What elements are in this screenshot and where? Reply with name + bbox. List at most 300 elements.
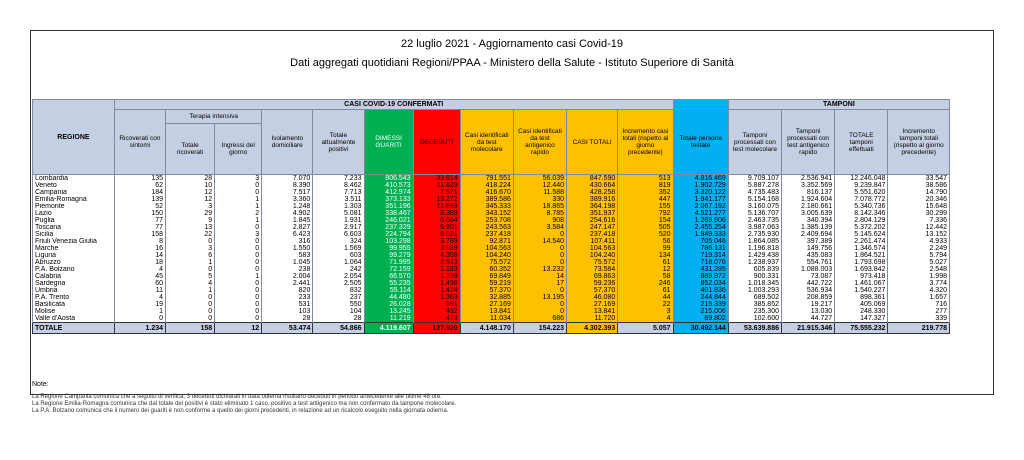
table-cell: 11.588 xyxy=(513,189,566,196)
table-cell: 11.699 xyxy=(413,203,460,210)
table-cell: 13.152 xyxy=(888,231,950,238)
table-cell: 12 xyxy=(166,196,215,203)
table-cell: 246 xyxy=(618,280,673,287)
table-cell: 1.346.574 xyxy=(835,245,888,252)
table-cell: 1.845 xyxy=(262,217,313,224)
table-cell: 900.331 xyxy=(728,273,781,280)
table-cell: 103.298 xyxy=(364,238,413,245)
table-cell: 14.540 xyxy=(513,238,566,245)
table-cell: 1.540.227 xyxy=(835,287,888,294)
table-row xyxy=(33,210,950,217)
table-cell: 149.756 xyxy=(782,245,835,252)
table-cell: 57.370 xyxy=(567,287,618,294)
region-name: Friuli Venezia Giulia xyxy=(33,238,115,245)
table-cell: 324 xyxy=(313,238,364,245)
report-subtitle: Dati aggregati quotidiani Regioni/PPAA - Ministero della Salute - Istituto Superiore di Sanità xyxy=(290,57,734,69)
table-cell: 0 xyxy=(215,280,262,287)
table-cell: 5.145.624 xyxy=(835,231,888,238)
table-cell: 3 xyxy=(166,203,215,210)
table-cell: 1.693.842 xyxy=(835,266,888,273)
table-cell: 0 xyxy=(513,259,566,266)
table-cell: 1.238.937 xyxy=(728,259,781,266)
region-name: Sardegna xyxy=(33,280,115,287)
table-cell: 898.361 xyxy=(835,294,888,301)
col-incremento: Incremento casi totali (rispetto al giorno precedente) xyxy=(618,110,673,175)
group-terapia: Terapia intensiva xyxy=(166,110,262,124)
table-cell: 2.409.694 xyxy=(782,231,835,238)
table-cell: 0 xyxy=(166,315,215,323)
table-cell: 3.352.569 xyxy=(782,182,835,189)
table-cell: 99.279 xyxy=(364,252,413,259)
table-cell: 5 xyxy=(166,273,215,280)
table-cell: 58 xyxy=(618,273,673,280)
table-cell: 908 xyxy=(513,217,566,224)
table-cell: 72.159 xyxy=(364,266,413,273)
table-cell: 2.004 xyxy=(262,273,313,280)
table-cell: 4.816.469 xyxy=(673,175,728,183)
table-cell: 1.864.521 xyxy=(835,252,888,259)
table-cell: 233 xyxy=(262,294,313,301)
table-row xyxy=(33,231,950,238)
table-cell: 237 xyxy=(313,294,364,301)
table-cell: 13.245 xyxy=(364,308,413,315)
table-cell: 7.571 xyxy=(413,189,460,196)
col-ricoverati: Ricoverati con sintomi xyxy=(114,110,165,175)
table-cell: 13.195 xyxy=(513,294,566,301)
table-cell: 60 xyxy=(114,280,165,287)
table-row xyxy=(33,294,950,301)
table-cell: 103 xyxy=(262,308,313,315)
table-cell: 705.046 xyxy=(673,238,728,245)
table-cell: 718.076 xyxy=(673,259,728,266)
table-row xyxy=(33,315,950,323)
table-cell: 62 xyxy=(114,182,165,189)
table-cell: 52 xyxy=(114,203,165,210)
table-row xyxy=(33,308,950,315)
table-cell: 244.844 xyxy=(673,294,728,301)
table-cell: 1.429.438 xyxy=(728,252,781,259)
table-cell: 0 xyxy=(513,301,566,308)
table-cell: 0 xyxy=(215,238,262,245)
table-cell: 513 xyxy=(618,175,673,183)
table-cell: 158 xyxy=(114,231,165,238)
table-cell: 0 xyxy=(513,308,566,315)
region-name: Emilia-Romagna xyxy=(33,196,115,203)
col-isolamento: Isolamento domiciliare xyxy=(262,110,313,175)
table-cell: 416.670 xyxy=(460,189,513,196)
table-cell: 14 xyxy=(513,273,566,280)
total-cell: 127.920 xyxy=(413,323,460,334)
col-antigenico: Casi identificati da test antigenico rapido xyxy=(513,110,566,175)
table-cell: 61 xyxy=(618,259,673,266)
table-cell: 237.418 xyxy=(460,231,513,238)
table-cell: 4.933 xyxy=(888,238,950,245)
report-title: 22 luglio 2021 - Aggiornamento casi Covid-19 xyxy=(401,38,623,50)
table-cell: 339 xyxy=(888,315,950,323)
table-cell: 0 xyxy=(166,301,215,308)
table-cell: 0 xyxy=(215,266,262,273)
total-cell: 21.915.346 xyxy=(782,323,835,334)
table-cell: 973.418 xyxy=(835,273,888,280)
table-cell: 2.827 xyxy=(262,224,313,231)
table-cell: 7.713 xyxy=(313,189,364,196)
table-row xyxy=(33,189,950,196)
table-cell: 237.329 xyxy=(364,224,413,231)
table-cell: 0 xyxy=(166,266,215,273)
table-cell: 338.467 xyxy=(364,210,413,217)
table-cell: 5.027 xyxy=(888,259,950,266)
col-totale-ricoverati: Totale ricoverati xyxy=(166,124,215,175)
table-cell: 104.240 xyxy=(567,252,618,259)
table-cell: 605.839 xyxy=(728,266,781,273)
table-cell: 389.586 xyxy=(460,196,513,203)
region-name: Campania xyxy=(33,189,115,196)
table-cell: 7.336 xyxy=(888,217,950,224)
table-cell: 816.137 xyxy=(782,189,835,196)
table-cell: 1 xyxy=(114,308,165,315)
table-cell: 75.572 xyxy=(460,259,513,266)
table-cell: 184 xyxy=(114,189,165,196)
table-cell: 8.390 xyxy=(262,182,313,189)
table-cell: 431.285 xyxy=(673,266,728,273)
table-cell: 401.836 xyxy=(673,287,728,294)
table-cell: 13.030 xyxy=(782,308,835,315)
table-cell: 792 xyxy=(618,210,673,217)
table-cell: 1.248 xyxy=(262,203,313,210)
table-cell: 13.272 xyxy=(413,196,460,203)
table-cell: 1.003.293 xyxy=(728,287,781,294)
table-cell: 405.069 xyxy=(835,301,888,308)
table-cell: 56.039 xyxy=(513,175,566,183)
table-cell: 13.841 xyxy=(460,308,513,315)
table-cell: 0 xyxy=(513,287,566,294)
table-cell: 364.198 xyxy=(567,203,618,210)
table-cell: 6.603 xyxy=(313,231,364,238)
table-cell: 330 xyxy=(513,196,566,203)
table-cell: 20.346 xyxy=(888,196,950,203)
table-cell: 719.314 xyxy=(673,252,728,259)
table-cell: 473 xyxy=(413,315,460,323)
region-name: Umbria xyxy=(33,287,115,294)
table-cell: 277 xyxy=(888,308,950,315)
table-cell: 69.863 xyxy=(567,273,618,280)
table-cell: 5.154.168 xyxy=(728,196,781,203)
table-cell: 430.664 xyxy=(567,182,618,189)
table-cell: 92.871 xyxy=(460,238,513,245)
table-cell: 5.887.278 xyxy=(728,182,781,189)
table-cell: 15.648 xyxy=(888,203,950,210)
table-cell: 0 xyxy=(166,308,215,315)
table-cell: 104 xyxy=(313,308,364,315)
table-row xyxy=(33,182,950,189)
table-cell: 6.901 xyxy=(413,224,460,231)
table-cell: 428.258 xyxy=(567,189,618,196)
table-cell: 73.087 xyxy=(782,273,835,280)
table-cell: 32.885 xyxy=(460,294,513,301)
table-cell: 412.974 xyxy=(364,189,413,196)
table-cell: 3.987.063 xyxy=(728,224,781,231)
table-cell: 242 xyxy=(313,266,364,273)
table-cell: 1.183 xyxy=(413,266,460,273)
table-cell: 1 xyxy=(215,196,262,203)
table-cell: 102.600 xyxy=(728,315,781,323)
table-cell: 238 xyxy=(262,266,313,273)
table-cell: 1.998 xyxy=(888,273,950,280)
table-cell: 5.081 xyxy=(313,210,364,217)
table-cell: 0 xyxy=(215,308,262,315)
table-cell: 2 xyxy=(215,210,262,217)
table-cell: 1.941.177 xyxy=(673,196,728,203)
table-cell: 107.411 xyxy=(567,238,618,245)
table-cell: 1.239 xyxy=(413,273,460,280)
table-cell: 4 xyxy=(166,280,215,287)
total-cell: 219.778 xyxy=(888,323,950,334)
table-cell: 8.142.346 xyxy=(835,210,888,217)
table-cell: 33.814 xyxy=(413,175,460,183)
table-cell: 235.300 xyxy=(728,308,781,315)
table-cell: 442.722 xyxy=(782,280,835,287)
table-cell: 716 xyxy=(888,301,950,308)
table-cell: 2.505 xyxy=(313,280,364,287)
table-cell: 55.114 xyxy=(364,287,413,294)
table-cell: 554.761 xyxy=(782,259,835,266)
table-cell: 77 xyxy=(114,224,165,231)
group-casi: CASI COVID-19 CONFERMATI xyxy=(114,100,673,110)
table-cell: 351.937 xyxy=(567,210,618,217)
table-cell: 45 xyxy=(114,273,165,280)
table-cell: 1.064 xyxy=(313,259,364,266)
table-cell: 5.340.736 xyxy=(835,203,888,210)
table-cell: 435.083 xyxy=(782,252,835,259)
table-cell: 492 xyxy=(413,308,460,315)
table-cell: 18.865 xyxy=(513,203,566,210)
table-cell: 1.196.818 xyxy=(728,245,781,252)
total-cell: 1.234 xyxy=(114,323,165,334)
table-cell: 3.789 xyxy=(413,238,460,245)
table-cell: 2.804.129 xyxy=(835,217,888,224)
table-cell: 4 xyxy=(114,266,165,273)
table-cell: 418.224 xyxy=(460,182,513,189)
table-cell: 1.657 xyxy=(888,294,950,301)
table-cell: 1.303 xyxy=(313,203,364,210)
notes-title: Note: xyxy=(32,381,49,388)
table-cell: 5.372.202 xyxy=(835,224,888,231)
table-cell: 2.054 xyxy=(313,273,364,280)
table-cell: 11.034 xyxy=(460,315,513,323)
region-name: Marche xyxy=(33,245,115,252)
table-cell: 4.735.483 xyxy=(728,189,781,196)
table-cell: 3.320.122 xyxy=(673,189,728,196)
table-cell: 447 xyxy=(618,196,673,203)
table-row xyxy=(33,203,950,210)
table-cell: 12 xyxy=(166,189,215,196)
table-cell: 104.563 xyxy=(460,245,513,252)
table-cell: 4.521.277 xyxy=(673,210,728,217)
table-cell: 46.080 xyxy=(567,294,618,301)
table-cell: 2.917 xyxy=(313,224,364,231)
table-cell: 73.584 xyxy=(567,266,618,273)
table-cell: 12.442 xyxy=(888,224,950,231)
table-cell: 19 xyxy=(114,301,165,308)
table-cell: 33.547 xyxy=(888,175,950,183)
table-cell: 224.794 xyxy=(364,231,413,238)
table-cell: 0 xyxy=(166,238,215,245)
table-cell: 8 xyxy=(114,238,165,245)
col-dimessi: DIMESSI GUARITI xyxy=(364,110,413,175)
col-deceduti: DECEDUTI xyxy=(413,110,460,175)
table-cell: 1.461.067 xyxy=(835,280,888,287)
table-cell: 55.235 xyxy=(364,280,413,287)
col-incr-tamp: Incremento tamponi totali (rispetto al giorno precedente) xyxy=(888,110,950,175)
table-cell: 1 xyxy=(215,203,262,210)
region-name: Molise xyxy=(33,308,115,315)
table-cell: 154 xyxy=(618,217,673,224)
table-cell: 22 xyxy=(618,301,673,308)
table-cell: 1.363 xyxy=(413,294,460,301)
table-cell: 2.513 xyxy=(413,259,460,266)
table-cell: 246.021 xyxy=(364,217,413,224)
col-tamp-tot: TOTALE tamponi effettuati xyxy=(835,110,888,175)
table-cell: 9 xyxy=(166,217,215,224)
table-cell: 0 xyxy=(114,315,165,323)
table-cell: 30.299 xyxy=(888,210,950,217)
table-cell: 18 xyxy=(114,259,165,266)
table-cell: 2.463.735 xyxy=(728,217,781,224)
table-cell: 1.931 xyxy=(313,217,364,224)
col-ingressi: Ingressi del giorno xyxy=(215,124,262,175)
table-cell: 0 xyxy=(215,294,262,301)
table-cell: 6.423 xyxy=(262,231,313,238)
table-cell: 8.785 xyxy=(513,210,566,217)
col-tamp-ant: Tamponi processati con test antigenico rapido xyxy=(782,110,835,175)
table-cell: 1.496 xyxy=(413,280,460,287)
table-cell: 1.045 xyxy=(262,259,313,266)
table-cell: 215.339 xyxy=(673,301,728,308)
total-cell: 158 xyxy=(166,323,215,334)
table-row xyxy=(33,238,950,245)
table-row xyxy=(33,266,950,273)
total-cell: 4.302.393 xyxy=(567,323,618,334)
table-cell: 150 xyxy=(114,210,165,217)
total-label: TOTALE xyxy=(33,323,115,334)
notes xyxy=(32,381,456,415)
table-cell: 2.455.254 xyxy=(673,224,728,231)
table-row xyxy=(33,280,950,287)
table-cell: 1.018.345 xyxy=(728,280,781,287)
table-cell: 17 xyxy=(513,280,566,287)
region-name: Toscana xyxy=(33,224,115,231)
table-cell: 14.790 xyxy=(888,189,950,196)
table-row xyxy=(33,273,950,280)
table-cell: 22 xyxy=(166,231,215,238)
table-cell: 7.233 xyxy=(313,175,364,183)
col-positivi: Totale attualmente positivi xyxy=(313,110,364,175)
table-cell: 56 xyxy=(618,238,673,245)
table-cell: 69.849 xyxy=(460,273,513,280)
table-cell: 13.232 xyxy=(513,266,566,273)
table-cell: 77 xyxy=(114,217,165,224)
table-cell: 14 xyxy=(114,252,165,259)
table-cell: 2.067.192 xyxy=(673,203,728,210)
table-cell: 0 xyxy=(215,224,262,231)
table-cell: 59.219 xyxy=(460,280,513,287)
total-cell: 53.639.886 xyxy=(728,323,781,334)
table-cell: 12.440 xyxy=(513,182,566,189)
total-cell: 4.119.607 xyxy=(364,323,413,334)
table-cell: 0 xyxy=(215,189,262,196)
table-cell: 536.934 xyxy=(782,287,835,294)
table-cell: 1.385.139 xyxy=(782,224,835,231)
table-row xyxy=(33,252,950,259)
region-name: Puglia xyxy=(33,217,115,224)
table-cell: 603 xyxy=(313,252,364,259)
table-cell: 3.584 xyxy=(513,224,566,231)
table-row xyxy=(33,224,950,231)
table-cell: 19.217 xyxy=(782,301,835,308)
table-cell: 0 xyxy=(513,245,566,252)
table-cell: 44 xyxy=(618,294,673,301)
table-cell: 852.034 xyxy=(673,280,728,287)
table-cell: 8.462 xyxy=(313,182,364,189)
table-cell: 847.590 xyxy=(567,175,618,183)
region-name: Valle d'Aosta xyxy=(33,315,115,323)
table-cell: 0 xyxy=(513,252,566,259)
region-name: Abruzzo xyxy=(33,259,115,266)
table-cell: 12.246.048 xyxy=(835,175,888,183)
table-cell: 0 xyxy=(215,252,262,259)
table-cell: 5.794 xyxy=(888,252,950,259)
table-cell: 832 xyxy=(313,287,364,294)
table-cell: 1.269.906 xyxy=(673,217,728,224)
region-name: P.A. Trento xyxy=(33,294,115,301)
region-name: Veneto xyxy=(33,182,115,189)
table-cell: 9.239.847 xyxy=(835,182,888,189)
table-cell: 3.360 xyxy=(262,196,313,203)
group-header-row xyxy=(33,100,950,110)
total-cell: 154.223 xyxy=(513,323,566,334)
table-cell: 0 xyxy=(215,301,262,308)
table-cell: 16 xyxy=(114,245,165,252)
table-cell: 99 xyxy=(618,245,673,252)
table-row xyxy=(33,245,950,252)
note-line: La P.A. Bolzano comunica che il numero dei guariti è non conforme a quello dei giorni precedenti, in relazione ad un ricalcolo eseguito nella giornata odierna. xyxy=(32,408,449,414)
table-cell: 686 xyxy=(513,315,566,323)
table-cell: 71.995 xyxy=(364,259,413,266)
col-regione: REGIONE xyxy=(33,100,115,175)
table-cell: 7.078.772 xyxy=(835,196,888,203)
region-name: Lombardia xyxy=(33,175,115,183)
table-cell: 3.774 xyxy=(888,280,950,287)
table-cell: 0 xyxy=(513,231,566,238)
table-cell: 4.902 xyxy=(262,210,313,217)
table-cell: 28 xyxy=(166,175,215,183)
region-name: Piemonte xyxy=(33,203,115,210)
table-cell: 155 xyxy=(618,203,673,210)
table-cell: 2.735.930 xyxy=(728,231,781,238)
table-cell: 0 xyxy=(215,245,262,252)
table-cell: 104.240 xyxy=(460,252,513,259)
table-cell: 791.551 xyxy=(460,175,513,183)
col-molecolare: Casi identificati da test molecolare xyxy=(460,110,513,175)
table-cell: 26.028 xyxy=(364,301,413,308)
table-cell: 253.708 xyxy=(460,217,513,224)
region-name: P.A. Bolzano xyxy=(33,266,115,273)
table-cell: 343.152 xyxy=(460,210,513,217)
table-cell: 806.543 xyxy=(364,175,413,183)
table-cell: 247.147 xyxy=(567,224,618,231)
table-row xyxy=(33,259,950,266)
table-cell: 4 xyxy=(114,294,165,301)
